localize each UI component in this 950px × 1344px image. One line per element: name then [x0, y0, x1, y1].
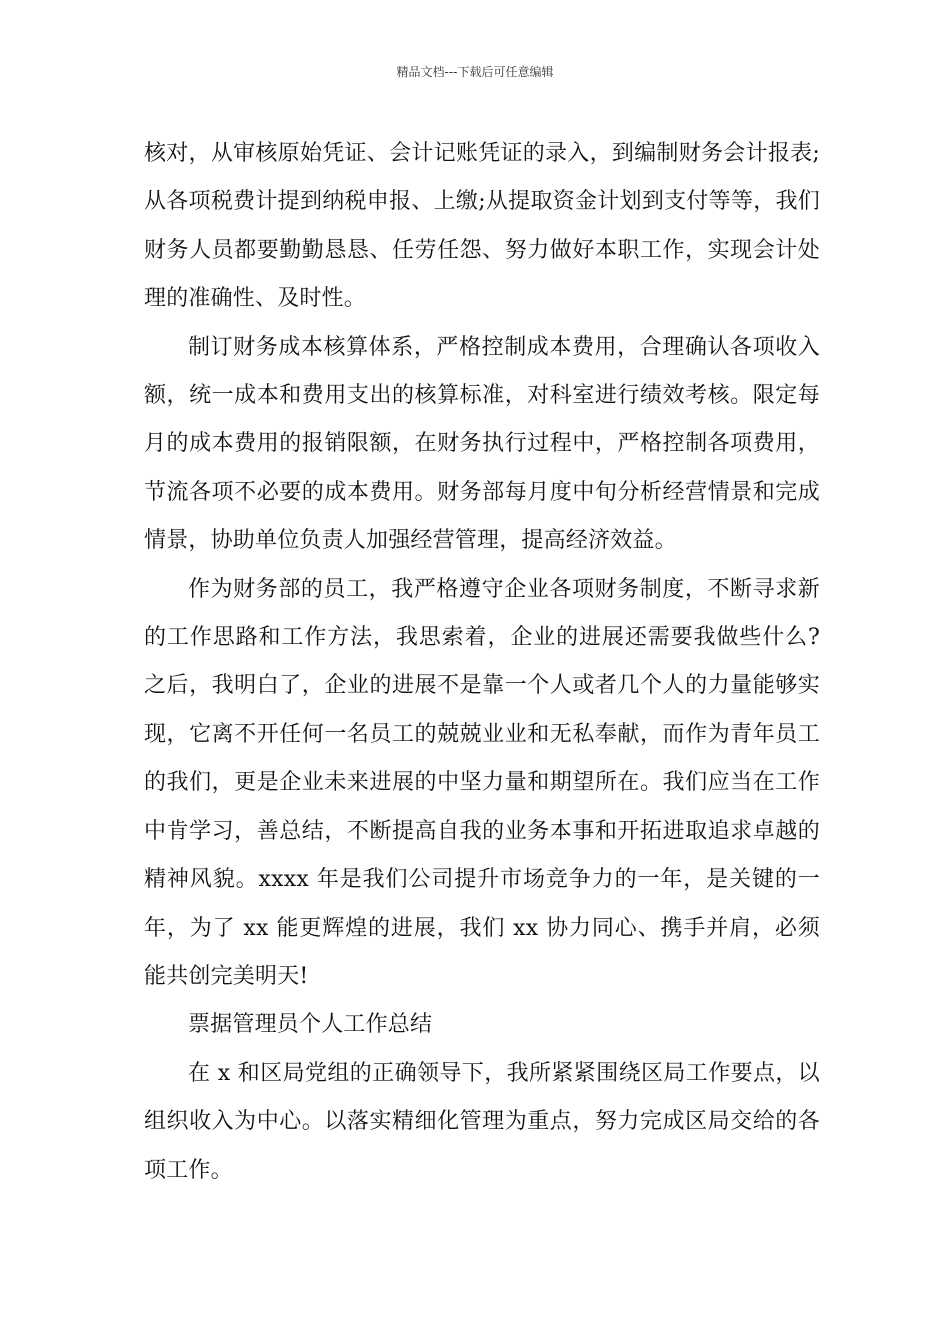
paragraph-cost-accounting: 制订财务成本核算体系，严格控制成本费用，合理确认各项收入额，统一成本和费用支出的核算标准，对科室进行绩效考核。限定每月的成本费用的报销限额，在财务执行过程中，严格控制各项费用，节流各项不必要的成本费用。财务部每月度中旬分析经营情景和完成情景，协助单位负责人加强经营管理，提高经济效益。: [144, 334, 820, 554]
page-header: 精品文档---下载后可任意编辑: [396, 65, 554, 79]
section-title: 票据管理员个人工作总结: [188, 1012, 433, 1038]
paragraph-summary-intro: 在 x 和区局党组的正确领导下，我所紧紧围绕区局工作要点，以组织收入为中心。以落实精细化管理为重点，努力完成区局交给的各项工作。: [144, 1060, 820, 1183]
paragraph-continuation: 核对，从审核原始凭证、会计记账凭证的录入，到编制财务会计报表;从各项税费计提到纳税申报、上缴;从提取资金计划到支付等等，我们财务人员都要勤勤恳恳、任劳任怨、努力做好本职工作，实现会计处理的准确性、及时性。: [144, 141, 820, 312]
paragraph-employee-reflection: 作为财务部的员工，我严格遵守企业各项财务制度，不断寻求新的工作思路和工作方法，我思索着，企业的进展还需要我做些什么?之后，我明白了，企业的进展不是靠一个人或者几个人的力量能够实现，它离不开任何一名员工的兢兢业业和无私奉献，而作为青年员工的我们，更是企业未来进展的中坚力量和期望所在。我们应当在工作中肯学习，善总结，不断提高自我的业务本事和开拓进取追求卓越的精神风貌。xxxx 年是我们公司提升市场竞争力的一年，是关键的一年，为了 xx 能更辉煌的进展，我们 xx 协力同心、携手并肩，必须能共创完美明天!: [144, 576, 820, 989]
document-body: [144, 130, 820, 1195]
